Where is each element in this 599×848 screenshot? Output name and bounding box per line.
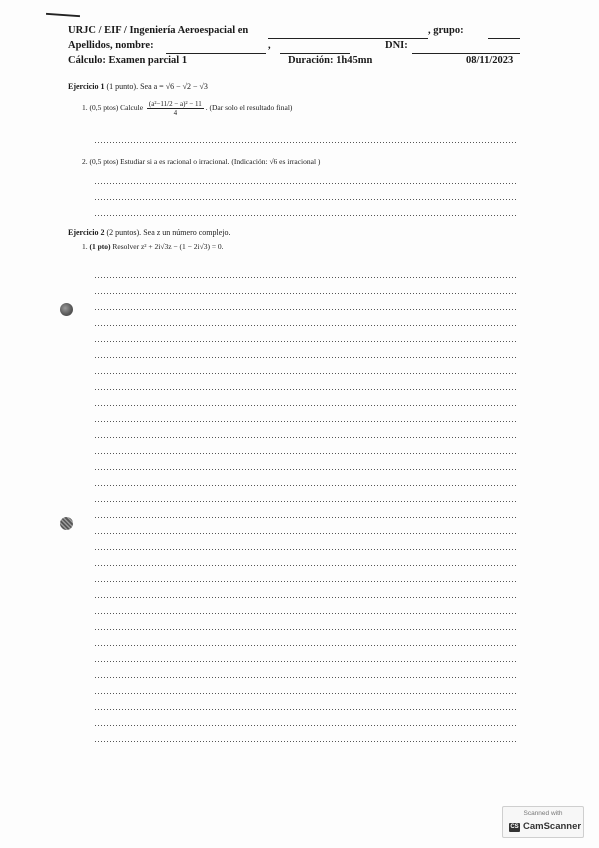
answer-line[interactable]	[94, 142, 518, 143]
answer-line[interactable]	[94, 183, 518, 184]
answer-line[interactable]	[94, 549, 518, 550]
answer-line[interactable]	[94, 199, 518, 200]
item-points: (0,5 ptos)	[89, 103, 119, 113]
camscanner-icon: CS	[510, 824, 519, 830]
item-number: 1.	[82, 103, 88, 113]
ejercicio1-title: Ejercicio 1	[68, 82, 105, 91]
exam-title: Cálculo: Examen parcial 1	[68, 55, 188, 66]
answer-line[interactable]	[94, 421, 518, 422]
fraction-expression	[147, 100, 204, 117]
item-text: Resolver z² + 2i√3z − (1 − 2i√3) = 0.	[112, 242, 224, 251]
punch-hole	[60, 517, 73, 530]
scanner-brand	[509, 821, 581, 832]
answer-line[interactable]	[94, 277, 518, 278]
item-points: (0,5 ptos)	[89, 157, 119, 166]
answer-line[interactable]	[94, 309, 518, 310]
answer-line[interactable]	[94, 741, 518, 742]
ejercicio1-item2	[82, 157, 320, 166]
answer-line[interactable]	[94, 629, 518, 630]
answer-line[interactable]	[94, 693, 518, 694]
institution-label: URJC / EIF / Ingeniería Aeroespacial en	[68, 25, 249, 36]
grupo-fill-line	[488, 38, 520, 39]
scanner-caption: Scanned with	[523, 810, 563, 817]
answer-line[interactable]	[94, 453, 518, 454]
pen-mark	[46, 13, 80, 17]
ejercicio2-title: Ejercicio 2	[68, 228, 105, 237]
fraction-denominator: 4	[173, 109, 178, 117]
answer-line[interactable]	[94, 469, 518, 470]
apellidos-fill-line	[166, 53, 266, 54]
answer-line[interactable]	[94, 597, 518, 598]
ejercicio1-statement: Sea a = √6 − √2 − √3	[140, 82, 208, 91]
answer-line[interactable]	[94, 613, 518, 614]
answer-line[interactable]	[94, 517, 518, 518]
answer-line[interactable]	[94, 325, 518, 326]
answer-line[interactable]	[94, 357, 518, 358]
punch-hole	[60, 303, 73, 316]
answer-line[interactable]	[94, 725, 518, 726]
answer-line[interactable]	[94, 485, 518, 486]
answer-line[interactable]	[94, 215, 518, 216]
answer-line[interactable]	[94, 501, 518, 502]
ejercicio1-heading	[68, 82, 208, 91]
answer-line[interactable]	[94, 437, 518, 438]
answer-line[interactable]	[94, 677, 518, 678]
grupo-label: , grupo:	[428, 25, 464, 36]
scanner-brand-name: CamScanner	[523, 821, 582, 832]
apellidos-label: Apellidos, nombre:	[68, 40, 154, 51]
ejercicio1-item1	[82, 100, 292, 117]
item-points: (1 pto)	[89, 242, 111, 251]
answer-line[interactable]	[94, 709, 518, 710]
answer-line[interactable]	[94, 565, 518, 566]
item-text: Estudiar si a es racional o irracional. (Indicación: √6 es irracional )	[120, 157, 321, 166]
ejercicio2-heading	[68, 228, 231, 237]
nombre-fill-line	[280, 53, 350, 54]
item-number: 1.	[82, 242, 88, 251]
dni-fill-line	[412, 53, 520, 54]
item-suffix: . (Dar solo el resultado final)	[205, 103, 293, 113]
dni-label: DNI:	[385, 40, 408, 51]
exam-date: 08/11/2023	[466, 55, 514, 66]
answer-line[interactable]	[94, 533, 518, 534]
item-number: 2.	[82, 157, 88, 166]
answer-line[interactable]	[94, 405, 518, 406]
ejercicio2-statement: Sea z un número complejo.	[143, 228, 231, 237]
answer-line[interactable]	[94, 645, 518, 646]
answer-line[interactable]	[94, 373, 518, 374]
answer-line[interactable]	[94, 293, 518, 294]
answer-line[interactable]	[94, 389, 518, 390]
ejercicio2-item1	[82, 242, 224, 251]
degree-fill-line	[268, 38, 428, 39]
answer-line[interactable]	[94, 341, 518, 342]
name-comma: ,	[268, 40, 271, 51]
fraction-numerator: (a²−11/2 − a)² − 11	[148, 100, 202, 108]
item-prefix: Calcule	[120, 103, 144, 113]
ejercicio1-points: (1 punto).	[106, 82, 139, 91]
exam-duration: Duración: 1h45mn	[288, 55, 373, 66]
scanner-watermark	[502, 806, 584, 838]
answer-line[interactable]	[94, 581, 518, 582]
ejercicio2-points: (2 puntos).	[106, 228, 142, 237]
answer-line[interactable]	[94, 661, 518, 662]
